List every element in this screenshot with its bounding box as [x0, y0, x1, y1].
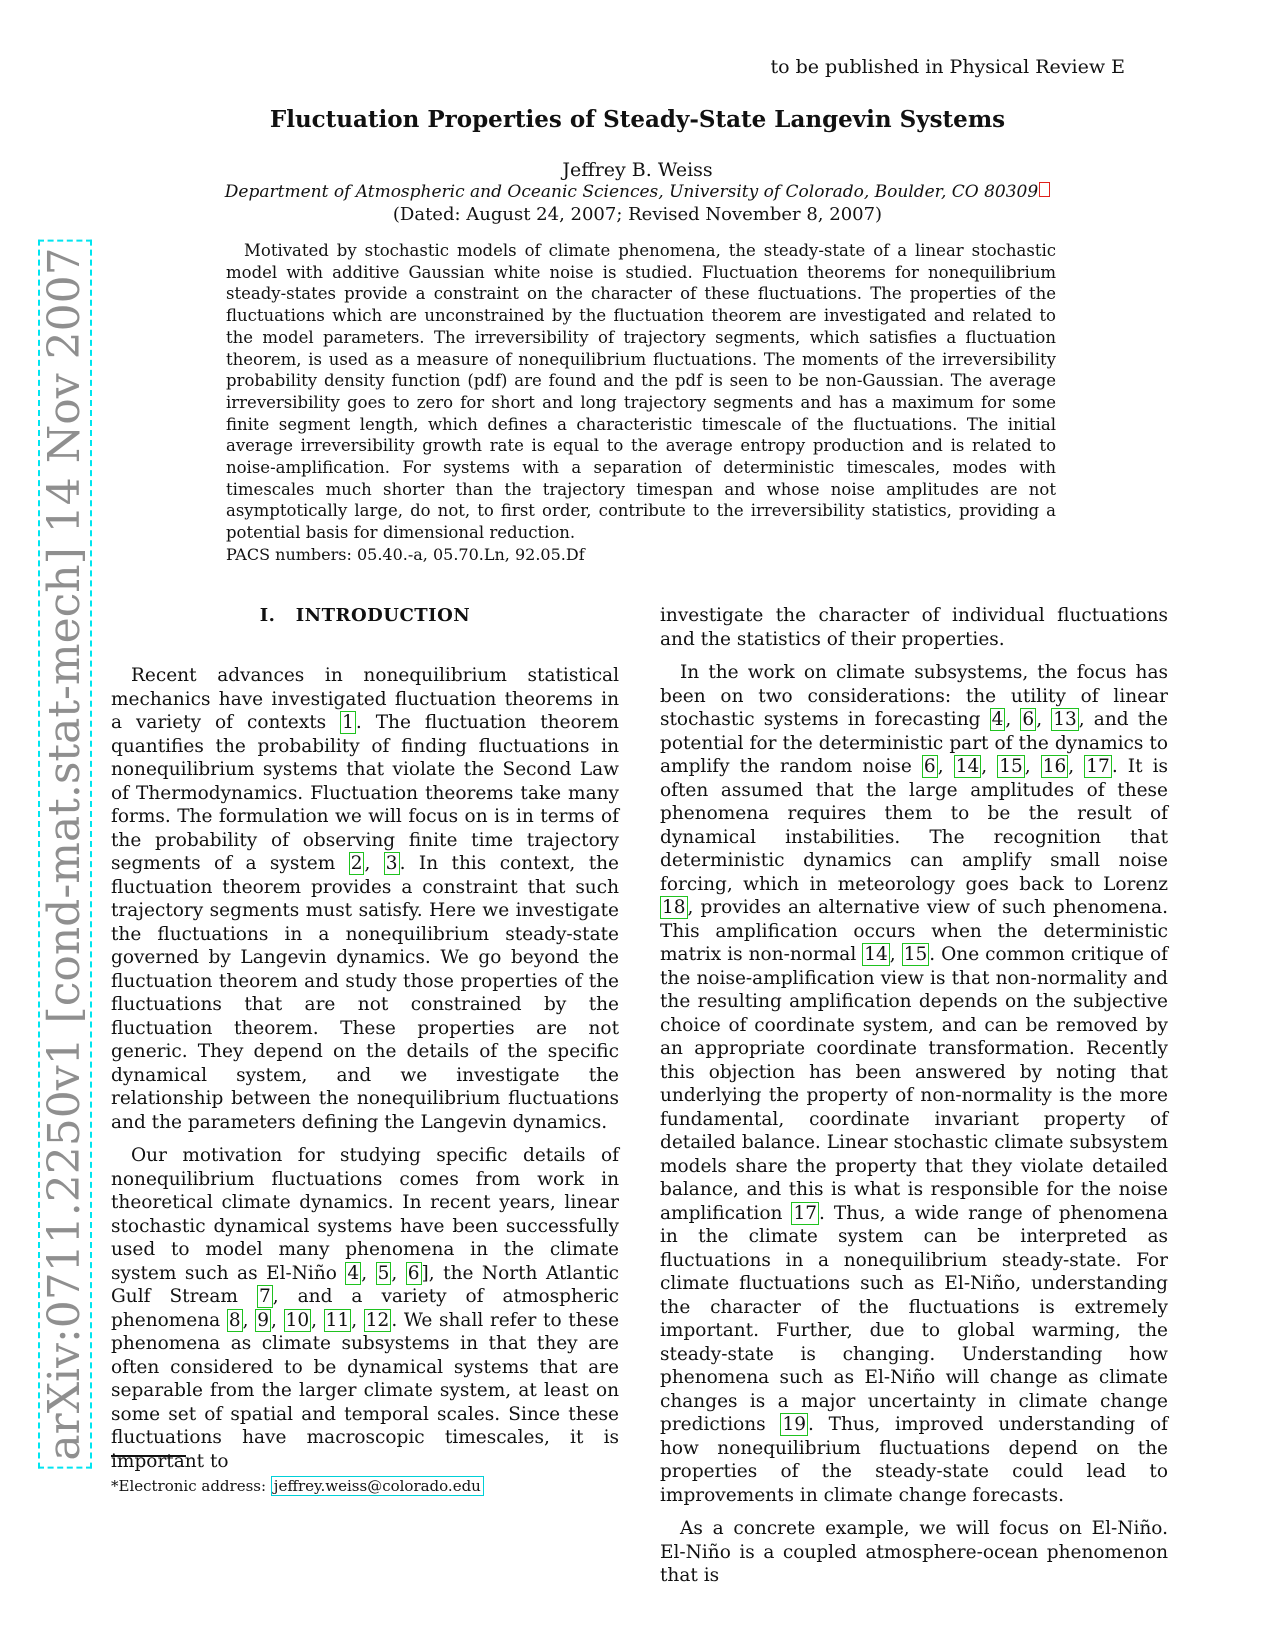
text-span: . Thus, improved understanding of how nonequilibrium fluctuations depend on the properties of the steady-state could lead to improvements in climate change forecasts.	[660, 1414, 1168, 1506]
text-span: . In this context, the fluctuation theorem provides a constraint that such trajectory segments must satisfy. Here we investigate the fluctuations in a nonequilibrium steady-state governed by Langevin dynamics. We go beyond the fluctuation theorem and study those properties of the fluctuations that are not constrained by the fluctuation theorem. These properties are not generic. They depend on the details of the specific dynamical system, and we investigate the relationship between the nonequilibrium fluctuations and the parameters defining the Langevin dynamics.	[111, 853, 619, 1133]
text-span: ,	[937, 756, 954, 777]
affiliation	[0, 182, 1275, 202]
left-column	[111, 664, 619, 1473]
section-number: I.	[259, 605, 276, 626]
citation-link[interactable]: 6	[407, 1262, 420, 1284]
citation-link[interactable]: 5	[377, 1262, 390, 1284]
footnote-rule	[111, 1455, 186, 1457]
text-span: . It is often assumed that the large amplitudes of these phenomena requires them to be the result of dynamical instabilities. The recognition that deterministic dynamics can amplify small noise forcing, which in meteorology goes back to Lorenz	[660, 756, 1169, 895]
citation-link[interactable]: 6	[1022, 709, 1035, 730]
text-span: . The fluctuation theorem quantifies the probability of finding fluctuations in nonequilibrium systems that violate the Second Law of Thermodynamics. Fluctuation theorems take many forms. The formulation we will focus on is in terms of the probability of observing finite time trajectory segments of a system	[111, 712, 619, 874]
affiliation-text: Department of Atmospheric and Oceanic Sciences, University of Colorado, Boulder, CO 80309	[224, 182, 1039, 202]
footnote-link[interactable]	[1039, 182, 1050, 197]
text-span: ,	[981, 756, 998, 777]
text-span: ], the North Atlantic Gulf Stream	[111, 1262, 619, 1307]
text-span: ,	[1068, 756, 1085, 777]
paper-title: Fluctuation Properties of Steady-State Langevin Systems	[269, 106, 1006, 133]
text-span: . One common critique of the noise-amplification view is that non-normality and the resulting amplification depends on the subjective choice of coordinate system, and can be removed by an appropriate coordinate transformation. Recently this objection has been answered by noting that underlying the property of non-normality is the more fundamental, coordinate invariant property of detailed balance. Linear stochastic climate subsystem models share the property that they violate detailed balance, and this is what is responsible for the noise amplification	[660, 944, 1169, 1224]
text-span: . Thus, a wide range of phenomena in the climate system can be interpreted as fluctuations in a nonequilibrium steady-state. For climate fluctuations such as El-Niño, understanding the character of the fluctuations is extremely important. Further, due to global warming, the steady-state is changing. Understanding how phenomena such as El-Niño will change as climate changes is a major uncertainty in climate change predictions	[660, 1202, 1168, 1435]
paragraph: As a concrete example, we will focus on El-Niño. El-Niño is a coupled atmosphere-ocean phenomenon that is	[660, 1518, 1168, 1586]
citation-link[interactable]: 18	[662, 897, 686, 918]
citation-link[interactable]: 17	[793, 1202, 817, 1224]
citation-link[interactable]: 9	[257, 1309, 269, 1331]
citation-link[interactable]: 14	[955, 756, 980, 777]
arxiv-stamp[interactable]: arXiv:0711.2250v1 [cond-mat.stat-mech] 14 Nov 2007	[38, 239, 92, 1468]
abstract: Motivated by stochastic models of climate phenomena, the steady-state of a linear stochastic model with additive Gaussian white noise is studied. Fluctuation theorems for nonequilibrium steady-states provide a constraint on the character of these fluctuations. The properties of the fluctuations which are unconstrained by the fluctuation theorem are investigated and related to the model parameters. The irreversibility of trajectory segments, which satisfies a fluctuation theorem, is used as a measure of nonequilibrium fluctuations. The moments of the irreversibility probability density function (pdf) are found and the pdf is seen to be non-Gaussian. The average irreversibility goes to zero for short and long trajectory segments and has a maximum for some finite segment length, which defines a characteristic timescale of the fluctuations. The initial average irreversibility growth rate is equal to the average entropy production and is related to noise-amplification. For systems with a separation of deterministic timescales, modes with timescales much shorter than the trajectory timespan and whose noise amplitudes are not asymptotically large, do not, to first order, contribute to the irreversibility statistics, providing a potential basis for dimensional reduction.	[226, 241, 1056, 543]
citation-link[interactable]: 16	[1042, 756, 1067, 777]
paragraph: investigate the character of individual fluctuations and the statistics of their properties.	[660, 605, 1168, 650]
text-span: ,	[1036, 709, 1052, 730]
right-column	[660, 604, 1168, 1588]
citation-link[interactable]: 13	[1053, 709, 1077, 730]
citation-link[interactable]: 17	[1086, 756, 1110, 777]
text-span: Our motivation for studying specific details of nonequilibrium fluctuations comes from work in theoretical climate dynamics. In recent years, linear stochastic dynamical systems have been successfully used to model many phenomena in the climate system such as El-Niño	[111, 1145, 619, 1284]
text-span: ,	[311, 1309, 324, 1331]
text-span: ,	[351, 1309, 364, 1331]
citation-link[interactable]: 8	[228, 1309, 241, 1331]
text-span: ,	[361, 1262, 376, 1284]
dated-line: (Dated: August 24, 2007; Revised November 8, 2007)	[392, 204, 883, 225]
citation-link[interactable]: 4	[347, 1262, 360, 1284]
citation-link[interactable]: 10	[285, 1309, 310, 1331]
section-title: INTRODUCTION	[295, 605, 471, 626]
citation-link[interactable]: 1	[342, 712, 354, 733]
text-span: ,	[1024, 756, 1041, 777]
publication-note: to be published in Physical Review E	[770, 56, 1125, 78]
text-span: ,	[391, 1262, 406, 1284]
citation-link[interactable]: 2	[350, 853, 363, 874]
text-span: ,	[364, 853, 384, 874]
citation-link[interactable]: 7	[258, 1286, 271, 1307]
footnote-label: *Electronic address:	[111, 1477, 271, 1495]
citation-link[interactable]: 15	[999, 756, 1023, 777]
paragraph	[111, 664, 619, 1134]
pacs-numbers: PACS numbers: 05.40.-a, 05.70.Ln, 92.05.Df	[226, 545, 585, 564]
author-name: Jeffrey B. Weiss	[562, 159, 713, 181]
citation-link[interactable]: 6	[923, 756, 936, 777]
text-span: , and a variety of atmospheric phenomena	[111, 1286, 619, 1331]
text-span: , and the potential for the deterministic part of the dynamics to amplify the random noise	[660, 709, 1169, 777]
citation-link[interactable]: 12	[365, 1309, 390, 1331]
citation-link[interactable]: 4	[991, 709, 1004, 730]
citation-link[interactable]: 14	[864, 944, 888, 965]
text-span: Recent advances in nonequilibrium statistical mechanics have investigated fluctuation theorems in a variety of contexts	[111, 665, 619, 733]
email-link[interactable]: jeffrey.weiss@colorado.edu	[271, 1476, 484, 1496]
citation-link[interactable]: 19	[782, 1414, 806, 1435]
text-span: . We shall refer to these phenomena as climate subsystems in that they are often considered to be dynamical systems that are separable from the larger climate system, at least on some set of spatial and temporal scales. Since these fluctuations have macroscopic timescales, it is important to	[111, 1309, 620, 1472]
text-span: ,	[271, 1309, 284, 1331]
citation-link[interactable]: 11	[325, 1309, 350, 1331]
citation-link[interactable]: 3	[385, 853, 398, 874]
text-span: In the work on climate subsystems, the focus has been on two considerations: the utility of linear stochastic systems in forecasting	[660, 662, 1168, 730]
paragraph	[111, 1144, 619, 1473]
text-span: ,	[889, 944, 902, 965]
section-heading	[111, 605, 619, 626]
footnote	[111, 1477, 484, 1495]
text-span: ,	[242, 1309, 256, 1331]
citation-link[interactable]: 15	[903, 944, 928, 965]
text-span: ,	[1005, 709, 1021, 730]
paragraph	[660, 661, 1168, 1507]
text-span: , provides an alternative view of such phenomena. This amplification occurs when the deterministic matrix is non-normal	[660, 897, 1168, 965]
